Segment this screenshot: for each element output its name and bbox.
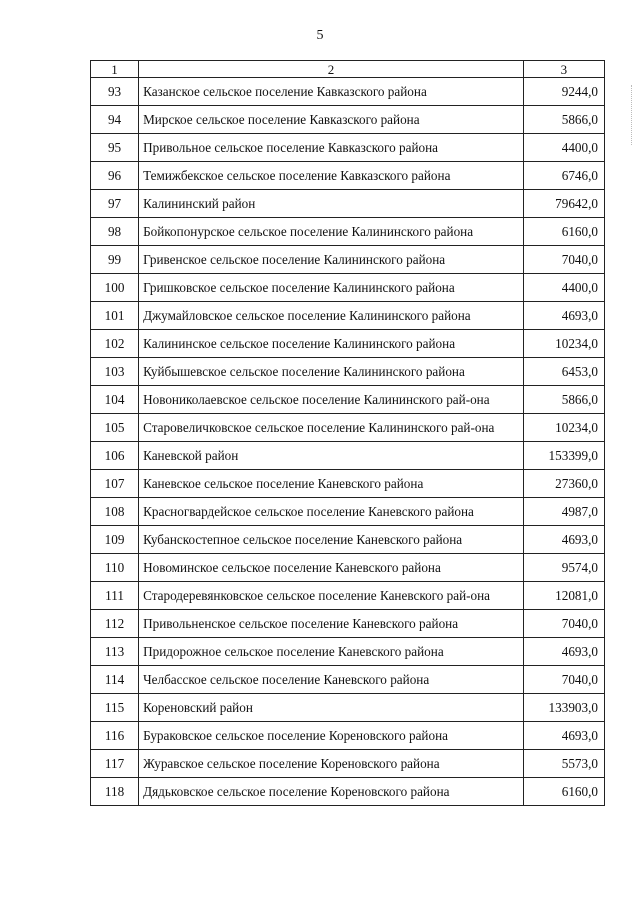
row-number: 110: [91, 554, 139, 582]
row-number: 116: [91, 722, 139, 750]
row-value: 7040,0: [523, 246, 604, 274]
row-number: 93: [91, 78, 139, 106]
row-name: Журавское сельское поселение Кореновского района: [139, 750, 524, 778]
row-name: Кубанскостепное сельское поселение Каневского района: [139, 526, 524, 554]
row-value: 7040,0: [523, 666, 604, 694]
row-number: 109: [91, 526, 139, 554]
table-row: [91, 358, 605, 386]
row-number: 94: [91, 106, 139, 134]
row-number: 99: [91, 246, 139, 274]
table-row: [91, 302, 605, 330]
table-row: [91, 414, 605, 442]
row-value: 4693,0: [523, 302, 604, 330]
allocation-table: [90, 60, 605, 806]
row-value: 6453,0: [523, 358, 604, 386]
table-row: [91, 582, 605, 610]
row-value: 4987,0: [523, 498, 604, 526]
row-name: Мирское сельское поселение Кавказского района: [139, 106, 524, 134]
row-value: 12081,0: [523, 582, 604, 610]
row-name: Джумайловское сельское поселение Калининского района: [139, 302, 524, 330]
page-number: 5: [316, 28, 324, 43]
table-row: [91, 274, 605, 302]
row-name: Каневское сельское поселение Каневского района: [139, 470, 524, 498]
row-number: 104: [91, 386, 139, 414]
table-row: [91, 610, 605, 638]
table-row: [91, 666, 605, 694]
row-name: Старовеличковское сельское поселение Калининского рай-она: [139, 414, 524, 442]
header-col-3: 3: [523, 61, 604, 78]
row-value: 6160,0: [523, 218, 604, 246]
table-row: [91, 638, 605, 666]
row-name: Гривенское сельское поселение Калининского района: [139, 246, 524, 274]
row-number: 103: [91, 358, 139, 386]
row-name: Привольное сельское поселение Кавказского района: [139, 134, 524, 162]
row-value: 79642,0: [523, 190, 604, 218]
row-value: 9574,0: [523, 554, 604, 582]
table-row: [91, 526, 605, 554]
table-row: [91, 246, 605, 274]
row-value: 5866,0: [523, 386, 604, 414]
row-number: 111: [91, 582, 139, 610]
row-name: Куйбышевское сельское поселение Калининского района: [139, 358, 524, 386]
table-row: [91, 778, 605, 806]
row-number: 96: [91, 162, 139, 190]
table-row: [91, 442, 605, 470]
row-number: 114: [91, 666, 139, 694]
row-number: 108: [91, 498, 139, 526]
table-row: [91, 106, 605, 134]
table-row: [91, 134, 605, 162]
header-col-2: 2: [139, 61, 524, 78]
table-row: [91, 78, 605, 106]
row-value: 133903,0: [523, 694, 604, 722]
row-value: 4693,0: [523, 638, 604, 666]
row-value: 10234,0: [523, 414, 604, 442]
table-row: [91, 554, 605, 582]
row-name: Калининский район: [139, 190, 524, 218]
table-row: [91, 190, 605, 218]
row-name: Темижбекское сельское поселение Кавказского района: [139, 162, 524, 190]
row-number: 102: [91, 330, 139, 358]
row-name: Стародеревянковское сельское поселение Каневского рай-она: [139, 582, 524, 610]
row-name: Дядьковское сельское поселение Кореновского района: [139, 778, 524, 806]
table-row: [91, 162, 605, 190]
table-row: [91, 330, 605, 358]
row-value: 27360,0: [523, 470, 604, 498]
row-value: 153399,0: [523, 442, 604, 470]
row-number: 112: [91, 610, 139, 638]
row-number: 113: [91, 638, 139, 666]
row-value: 4400,0: [523, 134, 604, 162]
row-number: 100: [91, 274, 139, 302]
row-value: 6160,0: [523, 778, 604, 806]
row-number: 115: [91, 694, 139, 722]
row-name: Бураковское сельское поселение Кореновского района: [139, 722, 524, 750]
row-number: 97: [91, 190, 139, 218]
table-row: [91, 694, 605, 722]
row-value: 10234,0: [523, 330, 604, 358]
row-name: Казанское сельское поселение Кавказского района: [139, 78, 524, 106]
row-value: 5573,0: [523, 750, 604, 778]
row-number: 101: [91, 302, 139, 330]
row-value: 7040,0: [523, 610, 604, 638]
table-row: [91, 470, 605, 498]
row-value: 6746,0: [523, 162, 604, 190]
row-name: Гришковское сельское поселение Калининского района: [139, 274, 524, 302]
row-name: Калининское сельское поселение Калининского района: [139, 330, 524, 358]
row-number: 106: [91, 442, 139, 470]
row-name: Каневской район: [139, 442, 524, 470]
row-number: 98: [91, 218, 139, 246]
table-header-row: [91, 61, 605, 78]
row-name: Бойкопонурское сельское поселение Калининского района: [139, 218, 524, 246]
row-value: 5866,0: [523, 106, 604, 134]
table-row: [91, 722, 605, 750]
row-number: 105: [91, 414, 139, 442]
row-number: 95: [91, 134, 139, 162]
header-col-1: 1: [91, 61, 139, 78]
table-row: [91, 750, 605, 778]
row-value: 4400,0: [523, 274, 604, 302]
row-number: 118: [91, 778, 139, 806]
row-name: Новониколаевское сельское поселение Калининского рай-она: [139, 386, 524, 414]
row-name: Новоминское сельское поселение Каневского района: [139, 554, 524, 582]
row-name: Придорожное сельское поселение Каневского района: [139, 638, 524, 666]
row-value: 4693,0: [523, 722, 604, 750]
scan-edge-marks: [631, 85, 638, 145]
table-row: [91, 498, 605, 526]
row-name: Привольненское сельское поселение Каневского района: [139, 610, 524, 638]
row-value: 4693,0: [523, 526, 604, 554]
row-number: 117: [91, 750, 139, 778]
row-name: Челбасское сельское поселение Каневского района: [139, 666, 524, 694]
table-row: [91, 386, 605, 414]
row-name: Кореновский район: [139, 694, 524, 722]
row-value: 9244,0: [523, 78, 604, 106]
row-number: 107: [91, 470, 139, 498]
table-row: [91, 218, 605, 246]
row-name: Красногвардейское сельское поселение Каневского района: [139, 498, 524, 526]
